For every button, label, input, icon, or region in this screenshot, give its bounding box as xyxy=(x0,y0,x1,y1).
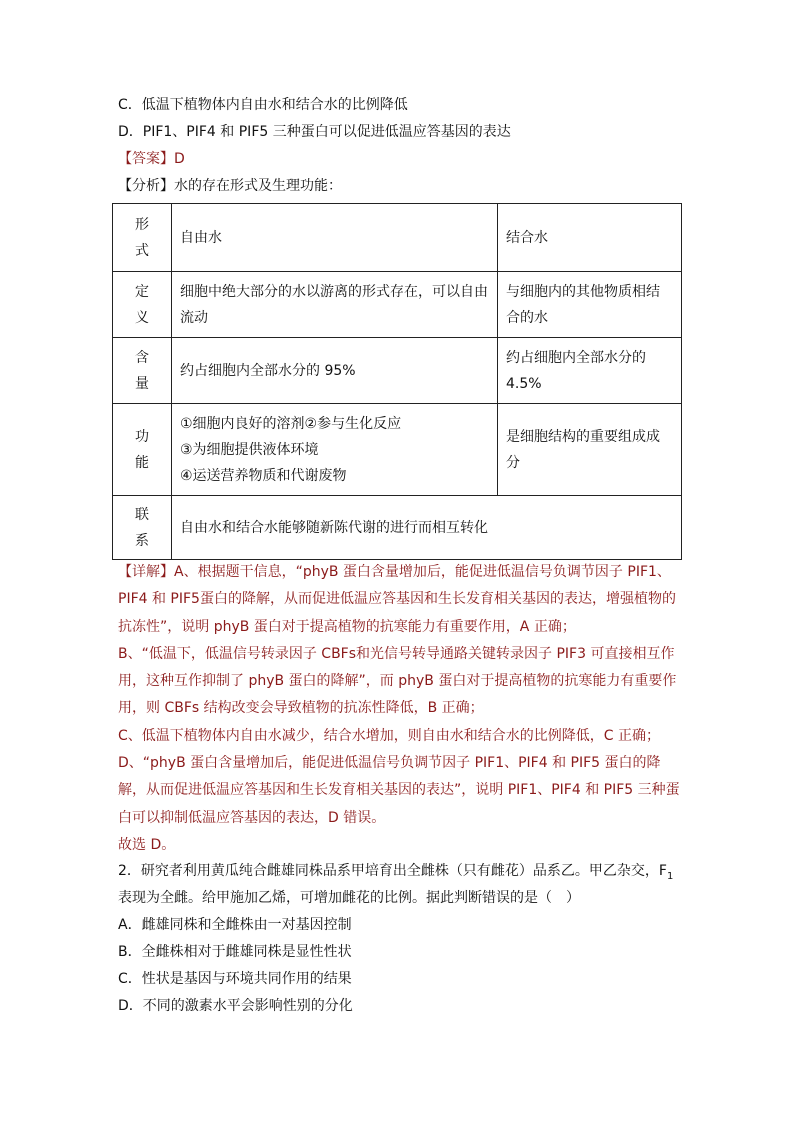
table-row-label: 含量 xyxy=(113,338,172,404)
q2-option: C．性状是基因与环境共同作用的结果 xyxy=(118,971,352,987)
q2-option: D．不同的激素水平会影响性别的分化 xyxy=(118,998,353,1014)
table-cell: 约占细胞内全部水分的 4.5% xyxy=(498,338,682,404)
table-cell-merged: 自由水和结合水能够随新陈代谢的进行而相互转化 xyxy=(172,496,682,560)
function-item: ①细胞内良好的溶剂②参与生化反应 xyxy=(180,415,402,432)
table-cell: 与细胞内的其他物质相结合的水 xyxy=(498,272,682,338)
q1-option-c: C．低温下植物体内自由水和结合水的比例降低 xyxy=(118,97,408,113)
table-row xyxy=(113,338,682,404)
detail-paragraph: C、低温下植物体内自由水减少，结合水增加，则自由水和结合水的比例降低，C 正确； xyxy=(118,727,660,744)
table-row-label: 形式 xyxy=(113,204,172,272)
table-cell: 结合水 xyxy=(498,204,682,272)
function-item: ③为细胞提供液体环境 xyxy=(180,441,319,458)
detail-paragraph: B、“低温下，低温信号转录因子 CBFs和光信号转导通路关键转录因子 PIF3 可直接相互作用，这种互作抑制了 phyB 蛋白的降解”，而 phyB 蛋白对于提高植物的抗寒能力有重要作用，则 CBFs 结构改变会导致植物的抗冻性降低，B 正确； xyxy=(118,645,677,717)
function-item: ④运送营养物质和代谢废物 xyxy=(180,467,347,484)
table-cell: 自由水 xyxy=(172,204,498,272)
table-row xyxy=(113,272,682,338)
q2-stem-line2: 表现为全雌。给甲施加乙烯，可增加雌花的比例。据此判断错误的是（ ） xyxy=(118,890,580,906)
water-forms-table xyxy=(112,203,682,560)
table-row-label: 定义 xyxy=(113,272,172,338)
table-row-label: 功能 xyxy=(113,404,172,496)
q1-option-d: D．PIF1、PIF4 和 PIF5 三种蛋白可以促进低温应答基因的表达 xyxy=(118,124,511,140)
q1-detail xyxy=(118,559,683,859)
detail-paragraph: D、“phyB 蛋白含量增加后，能促进低温信号负调节因子 PIF1、PIF4 和 PIF5 蛋白的降解，从而促进低温应答基因和生长发育相关基因的表达”，说明 PIF1、PIF4 和 PIF5 三种蛋白可以抑制低温应答基因的表达，D 错误。 xyxy=(118,755,680,826)
table-cell xyxy=(172,404,498,496)
detail-paragraph: 故选 D。 xyxy=(118,836,176,853)
table-row xyxy=(113,496,682,560)
q1-answer: 【答案】D xyxy=(118,151,185,167)
q2-option: A．雌雄同株和全雌株由一对基因控制 xyxy=(118,917,352,933)
detail-paragraph: 【详解】A、根据题干信息，“phyB 蛋白含量增加后，能促进低温信号负调节因子 PIF1、PIF4 和 PIF5蛋白的降解，从而促进低温应答基因和生长发育相关基因的表达，增强植物的抗冻性”，说明 phyB 蛋白对于提高植物的抗寒能力有重要作用，A 正确； xyxy=(118,564,676,635)
q1-analysis-intro: 【分析】水的存在形式及生理功能： xyxy=(118,178,342,194)
table-cell: 细胞中绝大部分的水以游离的形式存在，可以自由流动 xyxy=(172,272,498,338)
table-row-label: 联系 xyxy=(113,496,172,560)
table-row xyxy=(113,204,682,272)
table-cell: 约占细胞内全部水分的 95% xyxy=(172,338,498,404)
table-cell: 是细胞结构的重要组成成分 xyxy=(498,404,682,496)
q2-stem-line1: 2．研究者利用黄瓜纯合雌雄同株品系甲培育出全雌株（只有雌花）品系乙。甲乙杂交，$F_1$ xyxy=(118,863,674,882)
table-row xyxy=(113,404,682,496)
q2-option: B．全雌株相对于雌雄同株是显性性状 xyxy=(118,944,352,960)
